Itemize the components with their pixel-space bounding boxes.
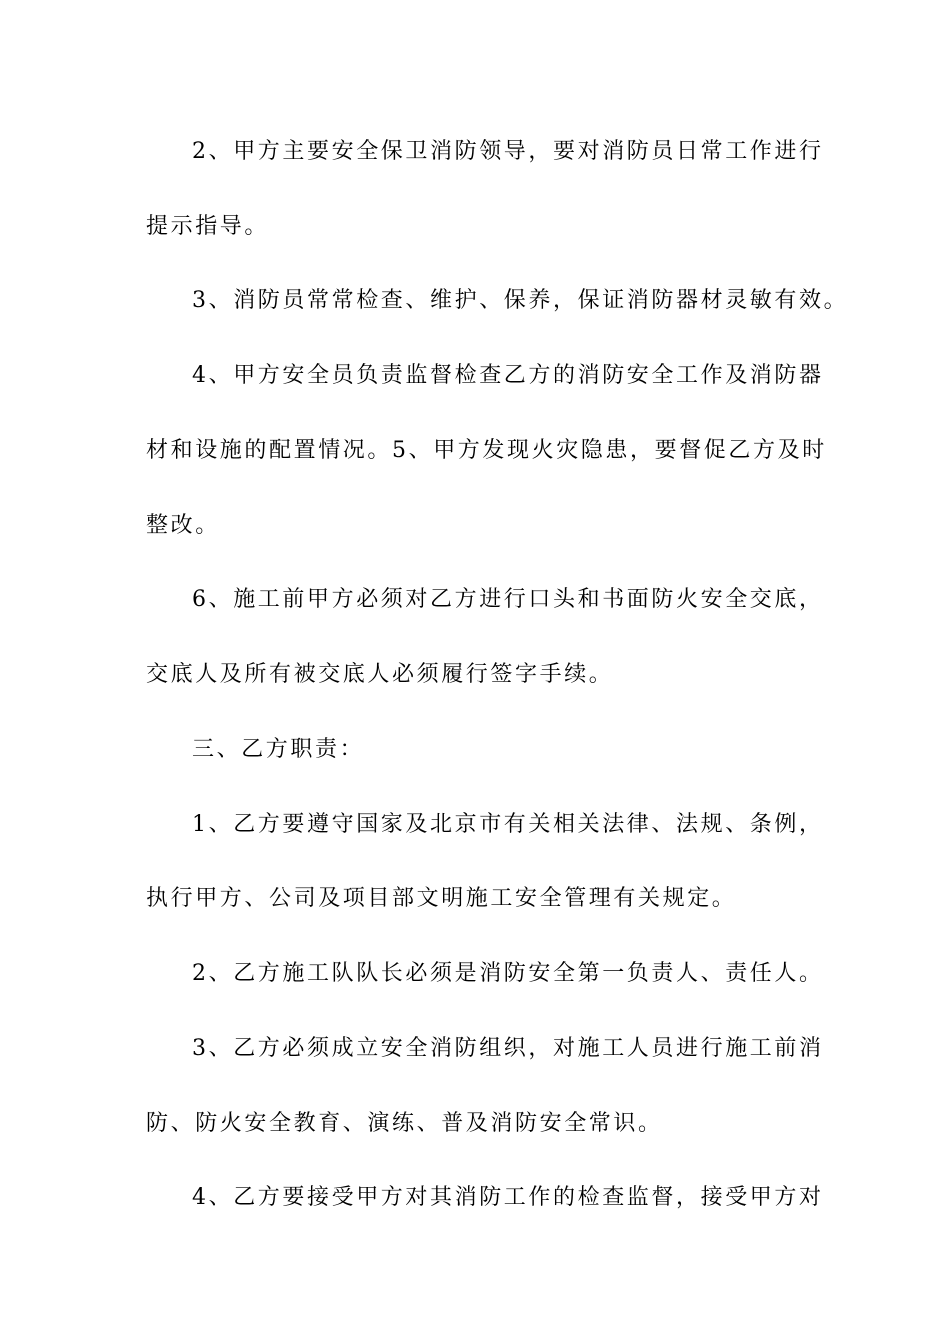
paragraph-line-1: 2、甲方主要安全保卫消防领导，要对消防员日常工作进行 xyxy=(192,139,824,164)
paragraph-line-15: 4、乙方要接受甲方对其消防工作的检查监督，接受甲方对 xyxy=(192,1185,824,1210)
paragraph-line-12: 2、乙方施工队队长必须是消防安全第一负责人、责任人。 xyxy=(192,961,824,986)
paragraph-line-7: 6、施工前甲方必须对乙方进行口头和书面防火安全交底， xyxy=(192,587,824,612)
paragraph-line-6: 整改。 xyxy=(146,513,220,538)
paragraph-line-5: 材和设施的配置情况。5、甲方发现火灾隐患，要督促乙方及时 xyxy=(146,438,827,463)
paragraph-line-3: 3、消防员常常检查、维护、保养，保证消防器材灵敏有效。 xyxy=(192,288,849,313)
paragraph-line-11: 执行甲方、公司及项目部文明施工安全管理有关规定。 xyxy=(146,886,737,911)
paragraph-line-13: 3、乙方必须成立安全消防组织，对施工人员进行施工前消 xyxy=(192,1036,824,1061)
paragraph-line-8: 交底人及所有被交底人必须履行签字手续。 xyxy=(146,662,614,687)
section-heading: 三、乙方职责： xyxy=(192,737,365,762)
paragraph-line-10: 1、乙方要遵守国家及北京市有关相关法律、法规、条例， xyxy=(192,812,824,837)
paragraph-line-4: 4、甲方安全员负责监督检查乙方的消防安全工作及消防器 xyxy=(192,363,824,388)
paragraph-line-14: 防、防火安全教育、演练、普及消防安全常识。 xyxy=(146,1111,663,1136)
paragraph-line-2: 提示指导。 xyxy=(146,214,270,239)
